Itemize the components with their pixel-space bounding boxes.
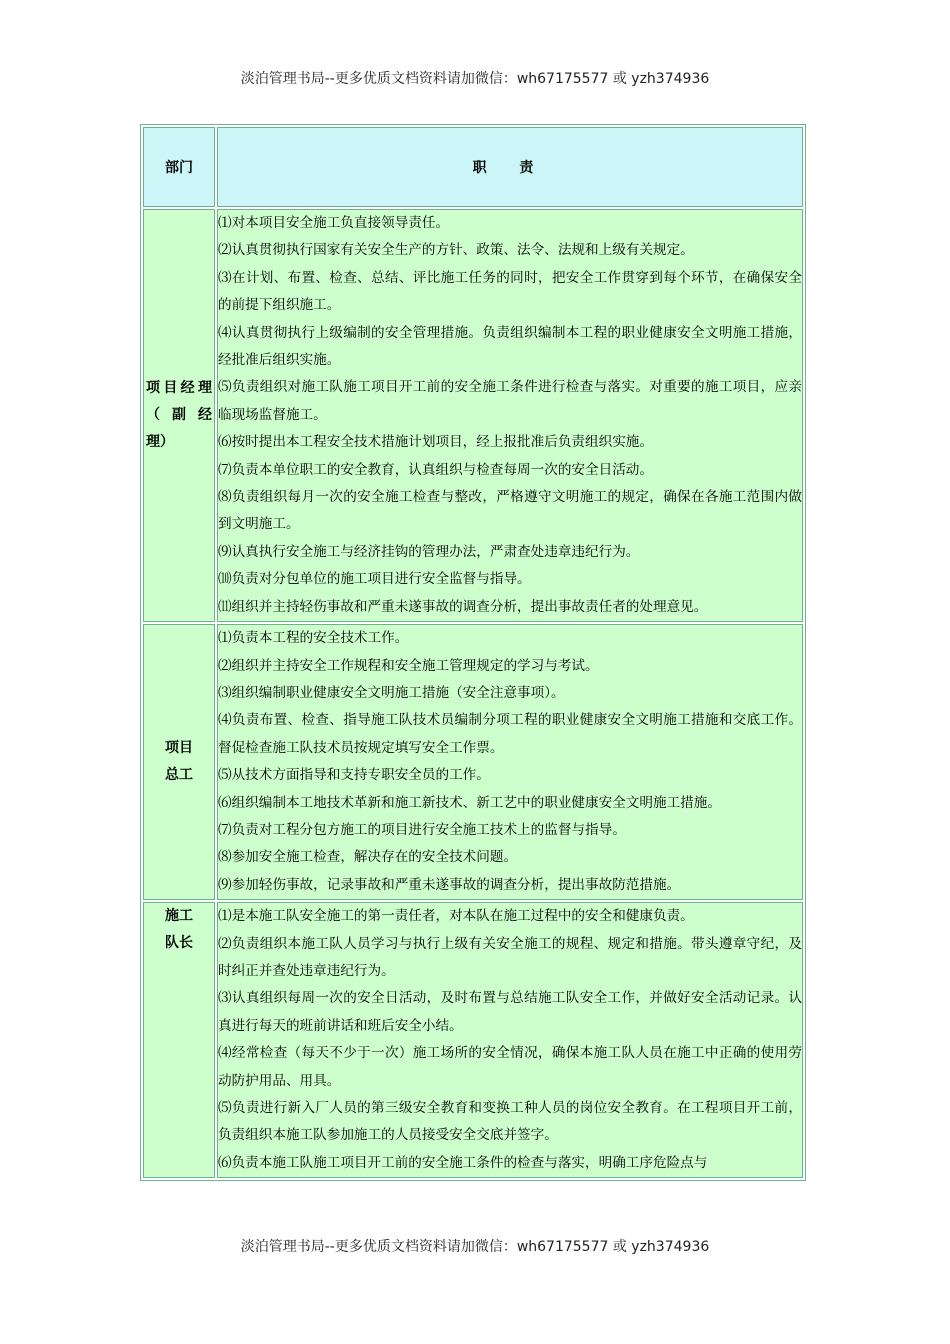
duties-cell [217, 209, 803, 622]
duty-item: ⑴对本项目安全施工负直接领导责任。 [218, 215, 450, 231]
duty-item: ⑺负责本单位职工的安全教育，认真组织与检查每周一次的安全日活动。 [218, 461, 653, 478]
table-header-row [143, 127, 803, 207]
page-header: 淡泊管理书局--更多优质文档资料请加微信：wh67175577 或 yzh374936 [240, 71, 710, 87]
duty-item: ⑵负责组织本施工队人员学习与执行上级有关安全施工的规程、规定和措施。带头遵章守纪，及时纠正并查处违章违纪行为。 [218, 935, 802, 979]
duty-item: ⑶在计划、布置、检查、总结、评比施工任务的同时，把安全工作贯穿到每个环节，在确保安全的前提下组织施工。 [218, 269, 802, 314]
duty-item: ⑻负责组织每月一次的安全施工检查与整改，严格遵守文明施工的规定，确保在各施工范围内做到文明施工。 [218, 489, 802, 533]
department-cell [143, 624, 215, 900]
duty-item: ⑴负责本工程的安全技术工作。 [218, 630, 409, 647]
duty-item: ⑵认真贯彻执行国家有关安全生产的方针、政策、法令、法规和上级有关规定。 [218, 242, 694, 259]
duty-item: ⑾组织并主持轻伤事故和严重未遂事故的调查分析，提出事故责任者的处理意见。 [218, 598, 708, 615]
duty-item: ⑸负责进行新入厂人员的第三级安全教育和变换工种人员的岗位安全教育。在工程项目开工前，负责组织本施工队参加施工的人员接受安全交底并签字。 [218, 1100, 802, 1144]
table-row [143, 209, 803, 622]
duty-item: ⑷认真贯彻执行上级编制的安全管理措施。负责组织编制本工程的职业健康安全文明施工措施，经批准后组织实施。 [218, 324, 802, 369]
duty-item: ⑹组织编制本工地技术革新和施工新技术、新工艺中的职业健康安全文明施工措施。 [218, 794, 721, 811]
department-name-line: 施工 [165, 908, 193, 925]
department-name-line: 总工 [165, 767, 193, 784]
column-header-department: 部门 [143, 127, 215, 207]
duty-item: ⑷负责布置、检查、指导施工队技术员编制分项工程的职业健康安全文明施工措施和交底工作。督促检查施工队技术员按规定填写安全工作票。 [218, 712, 802, 756]
department-name-line: （ 副 经 [146, 407, 212, 424]
department-name-line: 队长 [165, 935, 193, 952]
duties-cell [217, 902, 803, 1178]
responsibility-table [140, 124, 806, 1181]
duty-item: ⑸负责组织对施工队施工项目开工前的安全施工条件进行检查与落实。对重要的施工项目，应亲临现场监督施工。 [218, 379, 802, 423]
duty-item: ⑽负责对分包单位的施工项目进行安全监督与指导。 [218, 571, 531, 588]
table-row [143, 902, 803, 1178]
department-cell [143, 902, 215, 1178]
duty-item: ⑶组织编制职业健康安全文明施工措施（安全注意事项）。 [218, 684, 565, 701]
department-name-line: 项目 [165, 740, 193, 757]
duty-item: ⑴是本施工队安全施工的第一责任者，对本队在施工过程中的安全和健康负责。 [218, 908, 694, 925]
duty-item: ⑼认真执行安全施工与经济挂钩的管理办法，严肃查处违章违纪行为。 [218, 543, 640, 560]
column-header-duties: 职 责 [217, 127, 803, 207]
duty-item: ⑹负责本施工队施工项目开工前的安全施工条件的检查与落实，明确工序危险点与 [218, 1154, 708, 1171]
department-name-line: 项目经理 [146, 380, 212, 397]
duty-item: ⑵组织并主持安全工作规程和安全施工管理规定的学习与考试。 [218, 657, 599, 674]
duty-item: ⑻参加安全施工检查，解决存在的安全技术问题。 [218, 849, 518, 866]
duty-item: ⑸从技术方面指导和支持专职安全员的工作。 [218, 767, 490, 784]
page-footer: 淡泊管理书局--更多优质文档资料请加微信：wh67175577 或 yzh374936 [240, 1239, 710, 1255]
duty-item: ⑶认真组织每周一次的安全日活动，及时布置与总结施工队安全工作，并做好安全活动记录。认真进行每天的班前讲话和班后安全小结。 [218, 990, 802, 1034]
department-cell [143, 209, 215, 622]
duties-cell [217, 624, 803, 900]
department-name-line: 理） [146, 434, 174, 451]
table-row [143, 624, 803, 900]
duty-item: ⑼参加轻伤事故，记录事故和严重未遂事故的调查分析，提出事故防范措施。 [218, 876, 681, 893]
duty-item: ⑹按时提出本工程安全技术措施计划项目，经上报批准后负责组织实施。 [218, 434, 653, 451]
duty-item: ⑺负责对工程分包方施工的项目进行安全施工技术上的监督与指导。 [218, 821, 626, 838]
duty-item: ⑷经常检查（每天不少于一次）施工场所的安全情况，确保本施工队人员在施工中正确的使用劳动防护用品、用具。 [218, 1045, 802, 1089]
